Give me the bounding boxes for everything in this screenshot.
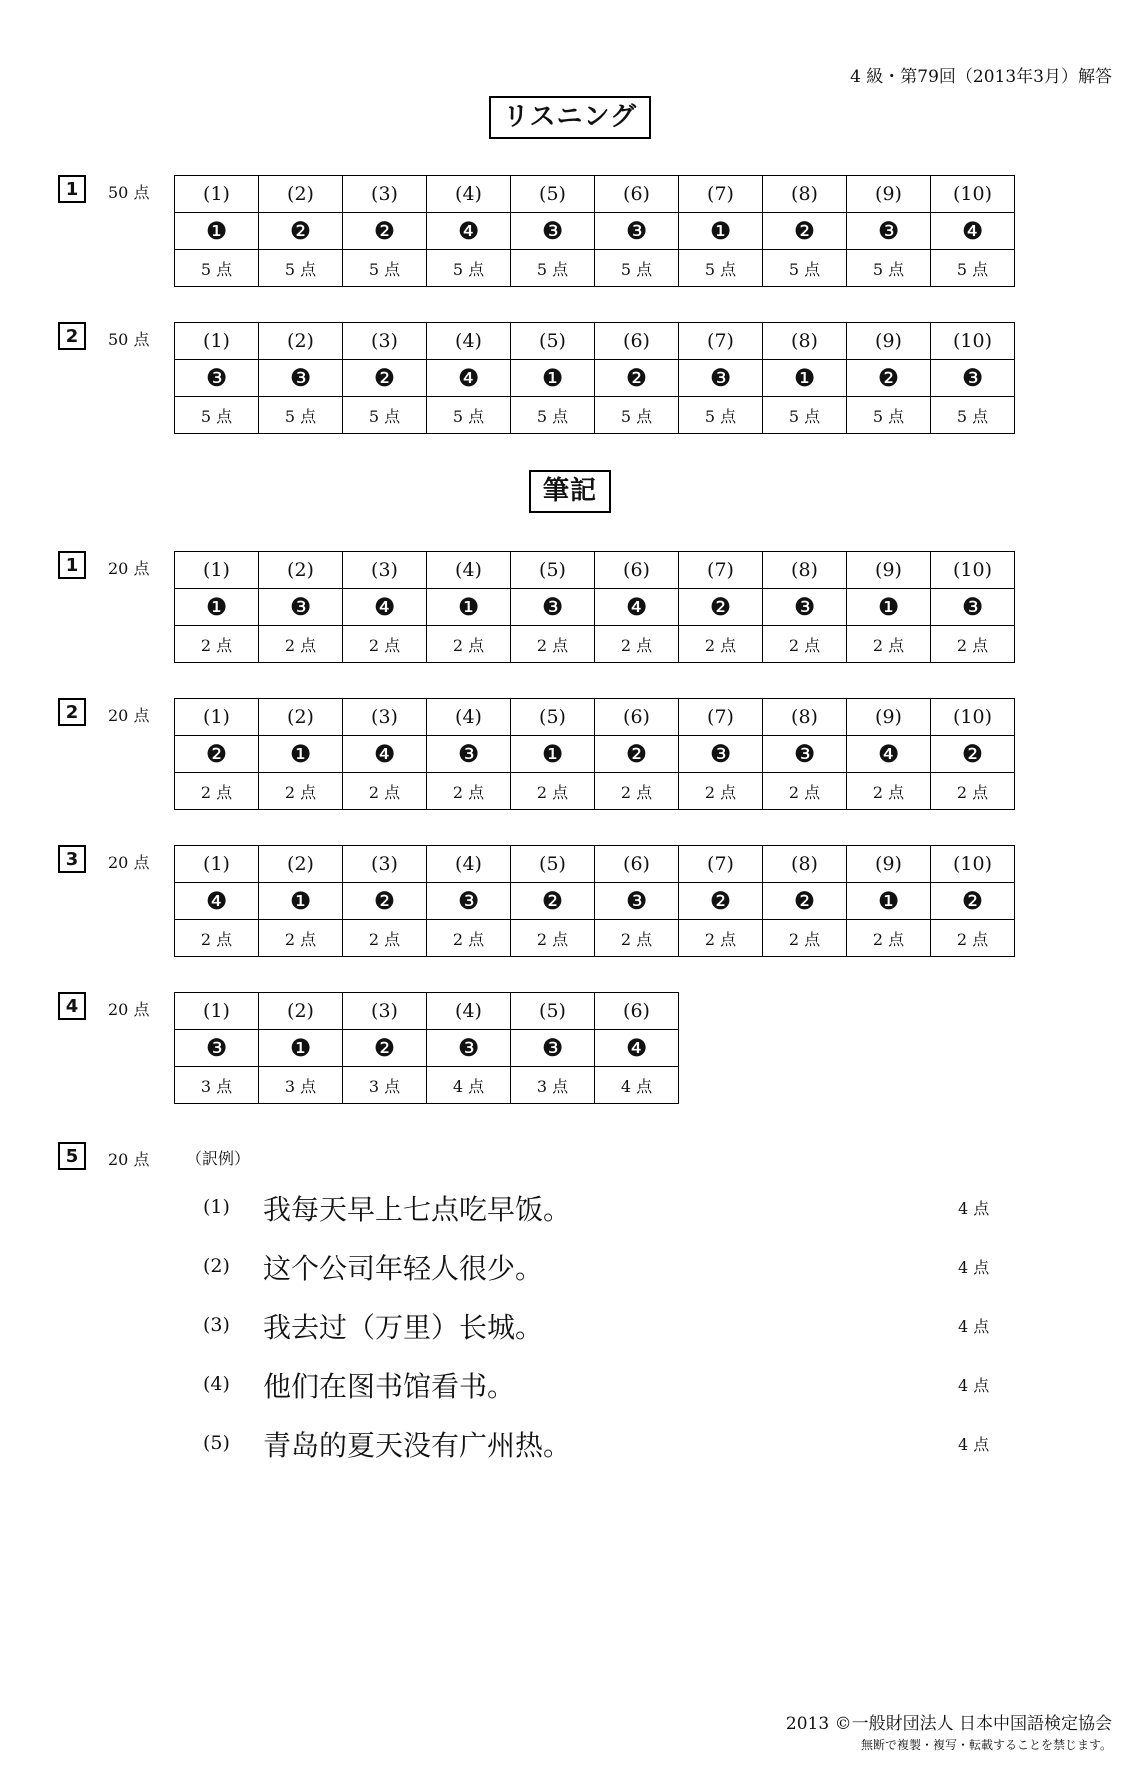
- question-label: (2): [259, 323, 343, 360]
- answer-row-scores: [175, 1067, 679, 1104]
- score-cell: 2 点: [427, 773, 511, 810]
- answer-mark: ❶: [259, 736, 343, 773]
- score-cell: 4 点: [595, 1067, 679, 1104]
- answer-mark: ❷: [763, 883, 847, 920]
- score-cell: 2 点: [763, 920, 847, 957]
- answer-mark: ❹: [595, 1030, 679, 1067]
- question-points: 50 点: [108, 183, 150, 202]
- question-label: (3): [343, 552, 427, 589]
- answer-mark: ❹: [175, 883, 259, 920]
- answer-mark: ❶: [511, 736, 595, 773]
- answer-mark: ❸: [427, 1030, 511, 1067]
- question-label: (4): [427, 323, 511, 360]
- translation-points: 4 点: [958, 1199, 990, 1218]
- question-label: (9): [847, 846, 931, 883]
- answer-row-answers: [175, 883, 1015, 920]
- answer-mark: ❷: [343, 360, 427, 397]
- score-cell: 5 点: [763, 250, 847, 287]
- question-label: (4): [427, 846, 511, 883]
- translation-item-5: [58, 1424, 1018, 1468]
- question-label: (3): [343, 993, 427, 1030]
- answer-mark: ❸: [175, 360, 259, 397]
- answer-row-scores: [175, 250, 1015, 287]
- translation-points: 4 点: [958, 1258, 990, 1277]
- answer-mark: ❸: [931, 360, 1015, 397]
- question-label: (1): [175, 552, 259, 589]
- question-label: (10): [931, 846, 1015, 883]
- score-cell: 2 点: [511, 920, 595, 957]
- score-cell: 3 点: [259, 1067, 343, 1104]
- answer-mark: ❸: [259, 360, 343, 397]
- score-cell: 3 点: [175, 1067, 259, 1104]
- answer-mark: ❹: [427, 213, 511, 250]
- writing-question-5: [58, 1142, 1018, 1472]
- answer-mark: ❹: [343, 589, 427, 626]
- answer-mark: ❸: [679, 360, 763, 397]
- question-number: 2: [58, 322, 86, 350]
- score-cell: 5 点: [511, 250, 595, 287]
- section-title-listening: リスニング: [489, 96, 651, 139]
- score-cell: 2 点: [679, 626, 763, 663]
- answer-mark: ❷: [595, 360, 679, 397]
- score-cell: 5 点: [427, 250, 511, 287]
- answer-mark: ❸: [511, 213, 595, 250]
- score-cell: 5 点: [763, 397, 847, 434]
- translation-item-2: [58, 1247, 1018, 1291]
- translation-sentence: 我每天早上七点吃早饭。: [263, 1193, 572, 1226]
- score-cell: 5 点: [931, 250, 1015, 287]
- score-cell: 5 点: [259, 397, 343, 434]
- question-label: (5): [511, 323, 595, 360]
- question-number: 5: [58, 1142, 86, 1170]
- question-label: (7): [679, 552, 763, 589]
- question-number: 1: [58, 175, 86, 203]
- answer-row-labels: [175, 993, 679, 1030]
- answer-row-answers: [175, 1030, 679, 1067]
- answer-table: [174, 992, 679, 1104]
- score-cell: 5 点: [595, 397, 679, 434]
- score-cell: 2 点: [931, 920, 1015, 957]
- score-cell: 5 点: [595, 250, 679, 287]
- answer-mark: ❹: [931, 213, 1015, 250]
- translation-label: (3): [203, 1314, 230, 1336]
- question-label: (8): [763, 846, 847, 883]
- translation-label: (2): [203, 1255, 230, 1277]
- question-label: (2): [259, 699, 343, 736]
- question-number: 2: [58, 698, 86, 726]
- header-title: 4 級・第79回（2013年3月）解答: [850, 67, 1112, 87]
- footer: [786, 1709, 1112, 1753]
- translation-example-note: （訳例）: [186, 1149, 251, 1168]
- answer-row-answers: [175, 736, 1015, 773]
- answer-mark: ❸: [259, 589, 343, 626]
- score-cell: 5 点: [679, 397, 763, 434]
- answer-mark: ❶: [259, 1030, 343, 1067]
- question-label: (2): [259, 552, 343, 589]
- answer-mark: ❸: [427, 883, 511, 920]
- answer-row-labels: [175, 699, 1015, 736]
- answer-mark: ❶: [847, 883, 931, 920]
- score-cell: 2 点: [931, 626, 1015, 663]
- score-cell: 3 点: [343, 1067, 427, 1104]
- score-cell: 2 点: [931, 773, 1015, 810]
- score-cell: 4 点: [427, 1067, 511, 1104]
- answer-table: [174, 322, 1015, 434]
- question-label: (5): [511, 993, 595, 1030]
- answer-table: [174, 845, 1015, 957]
- question-label: (7): [679, 176, 763, 213]
- answer-mark: ❶: [427, 589, 511, 626]
- question-label: (7): [679, 846, 763, 883]
- question-label: (8): [763, 699, 847, 736]
- question-label: (6): [595, 846, 679, 883]
- question-label: (7): [679, 699, 763, 736]
- score-cell: 2 点: [343, 626, 427, 663]
- answer-row-labels: [175, 846, 1015, 883]
- question-label: (4): [427, 552, 511, 589]
- question-label: (1): [175, 176, 259, 213]
- question-label: (10): [931, 552, 1015, 589]
- score-cell: 2 点: [175, 626, 259, 663]
- answer-mark: ❸: [511, 589, 595, 626]
- score-cell: 2 点: [259, 920, 343, 957]
- question-label: (6): [595, 993, 679, 1030]
- question-label: (5): [511, 699, 595, 736]
- answer-row-scores: [175, 773, 1015, 810]
- question-label: (3): [343, 323, 427, 360]
- answer-row-answers: [175, 360, 1015, 397]
- score-cell: 5 点: [511, 397, 595, 434]
- translation-item-4: [58, 1365, 1018, 1409]
- translation-points: 4 点: [958, 1376, 990, 1395]
- question-label: (4): [427, 176, 511, 213]
- score-cell: 5 点: [931, 397, 1015, 434]
- translation-points: 4 点: [958, 1435, 990, 1454]
- score-cell: 2 点: [763, 626, 847, 663]
- question-label: (9): [847, 552, 931, 589]
- score-cell: 2 点: [847, 920, 931, 957]
- answer-mark: ❷: [259, 213, 343, 250]
- score-cell: 2 点: [595, 773, 679, 810]
- answer-mark: ❸: [595, 883, 679, 920]
- question-label: (1): [175, 323, 259, 360]
- score-cell: 2 点: [511, 626, 595, 663]
- question-label: (6): [595, 552, 679, 589]
- question-label: (7): [679, 323, 763, 360]
- translation-item-1: [58, 1188, 1018, 1232]
- question-label: (3): [343, 846, 427, 883]
- answer-row-scores: [175, 920, 1015, 957]
- question-label: (5): [511, 846, 595, 883]
- score-cell: 2 点: [175, 773, 259, 810]
- score-cell: 2 点: [595, 920, 679, 957]
- score-cell: 5 点: [343, 250, 427, 287]
- score-cell: 5 点: [847, 250, 931, 287]
- score-cell: 2 点: [259, 626, 343, 663]
- question-label: (6): [595, 323, 679, 360]
- answer-table: [174, 175, 1015, 287]
- question-label: (2): [259, 993, 343, 1030]
- answer-row-scores: [175, 626, 1015, 663]
- answer-mark: ❷: [847, 360, 931, 397]
- question-label: (8): [763, 552, 847, 589]
- question-number: 3: [58, 845, 86, 873]
- question-label: (5): [511, 176, 595, 213]
- score-cell: 2 点: [175, 920, 259, 957]
- question-number: 4: [58, 992, 86, 1020]
- translation-sentence: 青岛的夏天没有广州热。: [263, 1429, 572, 1462]
- translation-sentence: 他们在图书馆看书。: [263, 1370, 516, 1403]
- score-cell: 3 点: [511, 1067, 595, 1104]
- score-cell: 5 点: [343, 397, 427, 434]
- answer-mark: ❸: [679, 736, 763, 773]
- score-cell: 2 点: [343, 773, 427, 810]
- question-label: (8): [763, 176, 847, 213]
- answer-mark: ❹: [343, 736, 427, 773]
- question-label: (10): [931, 699, 1015, 736]
- answer-table: [174, 698, 1015, 810]
- answer-table: [174, 551, 1015, 663]
- score-cell: 2 点: [679, 920, 763, 957]
- answer-mark: ❸: [931, 589, 1015, 626]
- answer-mark: ❹: [427, 360, 511, 397]
- score-cell: 2 点: [259, 773, 343, 810]
- score-cell: 5 点: [679, 250, 763, 287]
- question-label: (3): [343, 176, 427, 213]
- translation-sentence: 我去过（万里）长城。: [263, 1311, 544, 1344]
- question-points: 50 点: [108, 330, 150, 349]
- answer-mark: ❷: [175, 736, 259, 773]
- translation-label: (4): [203, 1373, 230, 1395]
- answer-mark: ❸: [763, 589, 847, 626]
- question-label: (5): [511, 552, 595, 589]
- question-label: (6): [595, 176, 679, 213]
- answer-mark: ❸: [595, 213, 679, 250]
- translation-points: 4 点: [958, 1317, 990, 1336]
- question-points: 20 点: [108, 1150, 150, 1169]
- answer-mark: ❸: [175, 1030, 259, 1067]
- answer-row-labels: [175, 176, 1015, 213]
- score-cell: 2 点: [343, 920, 427, 957]
- score-cell: 2 点: [427, 920, 511, 957]
- answer-mark: ❸: [847, 213, 931, 250]
- score-cell: 5 点: [847, 397, 931, 434]
- section-title-writing: 筆記: [529, 470, 611, 513]
- question-label: (9): [847, 176, 931, 213]
- answer-mark: ❷: [343, 883, 427, 920]
- answer-mark: ❷: [763, 213, 847, 250]
- question-label: (6): [595, 699, 679, 736]
- score-cell: 2 点: [847, 773, 931, 810]
- answer-mark: ❷: [931, 736, 1015, 773]
- score-cell: 2 点: [679, 773, 763, 810]
- answer-row-scores: [175, 397, 1015, 434]
- answer-row-answers: [175, 589, 1015, 626]
- score-cell: 5 点: [259, 250, 343, 287]
- question-label: (2): [259, 846, 343, 883]
- answer-mark: ❶: [763, 360, 847, 397]
- question-label: (1): [175, 846, 259, 883]
- question-label: (9): [847, 699, 931, 736]
- answer-mark: ❸: [763, 736, 847, 773]
- translation-label: (1): [203, 1196, 230, 1218]
- question-label: (4): [427, 993, 511, 1030]
- question-label: (10): [931, 323, 1015, 360]
- question-points: 20 点: [108, 853, 150, 872]
- answer-mark: ❷: [343, 1030, 427, 1067]
- question-points: 20 点: [108, 1000, 150, 1019]
- translation-label: (5): [203, 1432, 230, 1454]
- answer-mark: ❷: [343, 213, 427, 250]
- score-cell: 2 点: [427, 626, 511, 663]
- answer-mark: ❶: [175, 213, 259, 250]
- answer-mark: ❸: [511, 1030, 595, 1067]
- answer-mark: ❶: [847, 589, 931, 626]
- question-label: (8): [763, 323, 847, 360]
- answer-mark: ❶: [259, 883, 343, 920]
- score-cell: 2 点: [763, 773, 847, 810]
- score-cell: 5 点: [175, 250, 259, 287]
- question-points: 20 点: [108, 559, 150, 578]
- question-label: (2): [259, 176, 343, 213]
- answer-mark: ❸: [427, 736, 511, 773]
- answer-mark: ❶: [679, 213, 763, 250]
- answer-mark: ❷: [595, 736, 679, 773]
- footer-notice: 無断で複製・複写・転載することを禁じます。: [860, 1738, 1112, 1752]
- answer-mark: ❹: [595, 589, 679, 626]
- question-label: (10): [931, 176, 1015, 213]
- question-label: (3): [343, 699, 427, 736]
- score-cell: 5 点: [427, 397, 511, 434]
- question-label: (1): [175, 699, 259, 736]
- answer-mark: ❶: [511, 360, 595, 397]
- footer-copyright: 2013 ©一般財団法人 日本中国語検定協会: [785, 1714, 1112, 1734]
- answer-mark: ❹: [847, 736, 931, 773]
- translation-sentence: 这个公司年轻人很少。: [263, 1252, 544, 1285]
- question-points: 20 点: [108, 706, 150, 725]
- answer-mark: ❷: [679, 589, 763, 626]
- answer-mark: ❶: [175, 589, 259, 626]
- question-label: (1): [175, 993, 259, 1030]
- score-cell: 2 点: [595, 626, 679, 663]
- answer-mark: ❷: [679, 883, 763, 920]
- question-label: (9): [847, 323, 931, 360]
- answer-mark: ❷: [511, 883, 595, 920]
- answer-row-labels: [175, 552, 1015, 589]
- answer-mark: ❷: [931, 883, 1015, 920]
- score-cell: 2 点: [511, 773, 595, 810]
- score-cell: 2 点: [847, 626, 931, 663]
- question-label: (4): [427, 699, 511, 736]
- translation-item-3: [58, 1306, 1018, 1350]
- question-number: 1: [58, 551, 86, 579]
- score-cell: 5 点: [175, 397, 259, 434]
- answer-row-labels: [175, 323, 1015, 360]
- answer-row-answers: [175, 213, 1015, 250]
